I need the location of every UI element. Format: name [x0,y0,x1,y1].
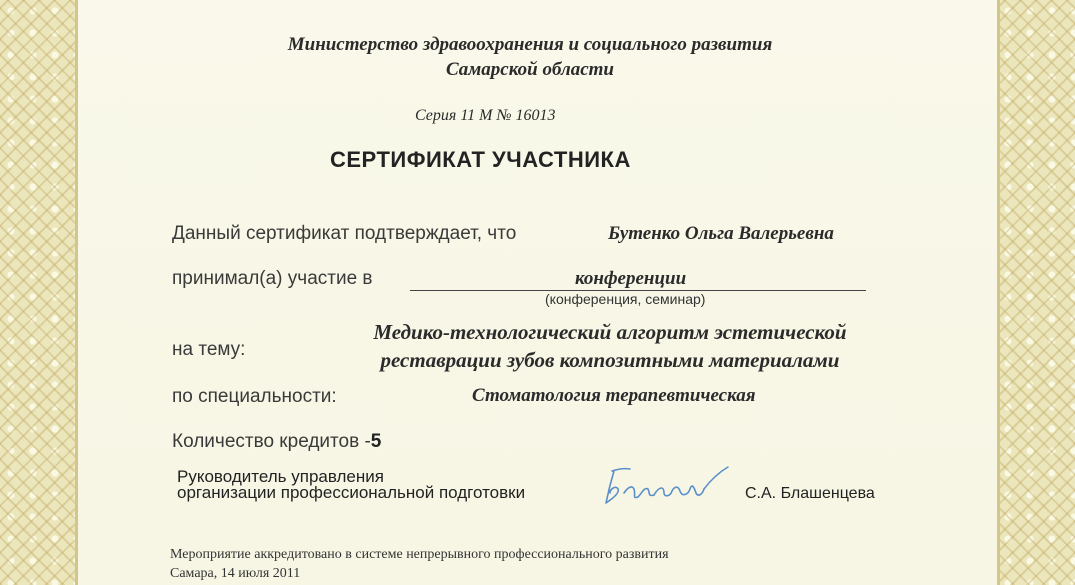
decorative-border-right [997,0,1075,585]
certificate-title: СЕРТИФИКАТ УЧАСТНИКА [330,147,631,172]
participant-name: Бутенко Ольга Валерьевна [608,223,834,244]
series-number: Серия 11 М № 16013 [415,107,556,124]
credits-label: Количество кредитов - [172,431,371,452]
signatory-title [177,469,525,501]
topic-line-2: реставрации зубов композитными материалами [380,348,840,372]
credits [172,431,381,453]
issuer-line-1: Министерство здравоохранения и социального развития [287,34,773,55]
topic-text [300,318,920,374]
event-type: конференции [575,268,687,289]
specialty-value: Стоматология терапевтическая [472,385,756,406]
event-type-hint: (конференция, семинар) [545,291,706,307]
topic-label: на тему: [172,339,246,360]
place-and-date: Самара, 14 июля 2011 [170,566,301,581]
topic-line-1: Медико-технологический алгоритм эстетической [373,320,847,344]
signatory-title-line-2: организации профессиональной подготовки [177,483,526,502]
accreditation-note: Мероприятие аккредитовано в системе непрерывного профессионального развития [170,547,669,562]
participation-label: принимал(а) участие в [172,268,373,289]
credits-value: 5 [370,431,382,452]
signatory-title-line-1: Руководитель управления [177,467,384,486]
handwritten-signature [598,463,738,509]
specialty-label: по специальности: [172,386,337,407]
decorative-border-left [0,0,78,585]
confirm-label: Данный сертификат подтверждает, что [172,223,517,244]
signatory-name: С.А. Блашенцева [745,485,875,502]
issuer-line-2: Самарской области [445,59,614,80]
issuer-heading [0,32,1075,82]
